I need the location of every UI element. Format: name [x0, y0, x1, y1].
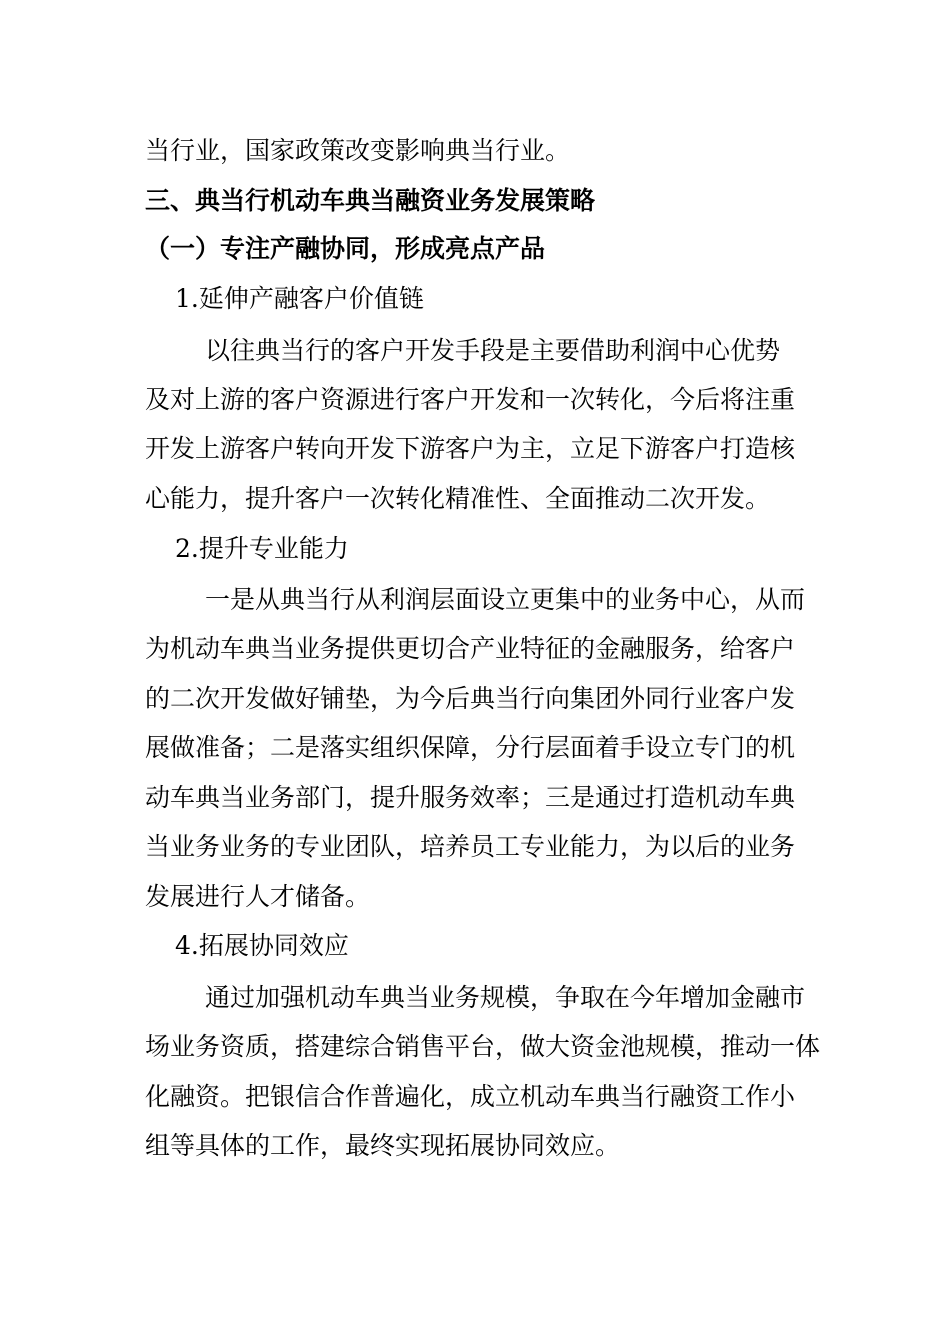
item-heading: 2.提升专业能力	[175, 534, 349, 563]
paragraph-line: 场业务资质，搭建综合销售平台，做大资金池规模，推动一体	[145, 1032, 821, 1061]
paragraph-line: 当业务业务的专业团队，培养员工专业能力，为以后的业务	[145, 832, 796, 861]
paragraph-line: 组等具体的工作，最终实现拓展协同效应。	[145, 1131, 621, 1160]
paragraph-line: 发展进行人才储备。	[145, 882, 371, 911]
paragraph-line: 动车典当业务部门，提升服务效率；三是通过打造机动车典	[145, 783, 796, 812]
item-heading: 1.延伸产融客户价值链	[175, 284, 424, 313]
paragraph-line: 化融资。把银信合作普遍化，成立机动车典当行融资工作小	[145, 1082, 796, 1111]
paragraph-line: 开发上游客户转向开发下游客户为主，立足下游客户打造核	[145, 434, 796, 463]
paragraph-line: 为机动车典当业务提供更切合产业特征的金融服务，给客户	[145, 634, 796, 663]
paragraph-line: 通过加强机动车典当业务规模，争取在今年增加金融市	[205, 983, 806, 1012]
section-heading: 三、典当行机动车典当融资业务发展策略	[145, 186, 596, 215]
paragraph-line: 当行业，国家政策改变影响典当行业。	[145, 136, 571, 165]
paragraph-line: 一是从典当行从利润层面设立更集中的业务中心，从而	[205, 585, 806, 614]
paragraph-line: 的二次开发做好铺垫，为今后典当行向集团外同行业客户发	[145, 684, 796, 713]
paragraph-line: 心能力，提升客户一次转化精准性、全面推动二次开发。	[145, 484, 771, 513]
paragraph-line: 以往典当行的客户开发手段是主要借助利润中心优势	[205, 336, 781, 365]
subsection-heading: （一）专注产融协同，形成亮点产品	[145, 234, 546, 263]
paragraph-line: 及对上游的客户资源进行客户开发和一次转化，今后将注重	[145, 385, 796, 414]
paragraph-line: 展做准备；二是落实组织保障，分行层面着手设立专门的机	[145, 733, 796, 762]
item-heading: 4.拓展协同效应	[175, 931, 349, 960]
